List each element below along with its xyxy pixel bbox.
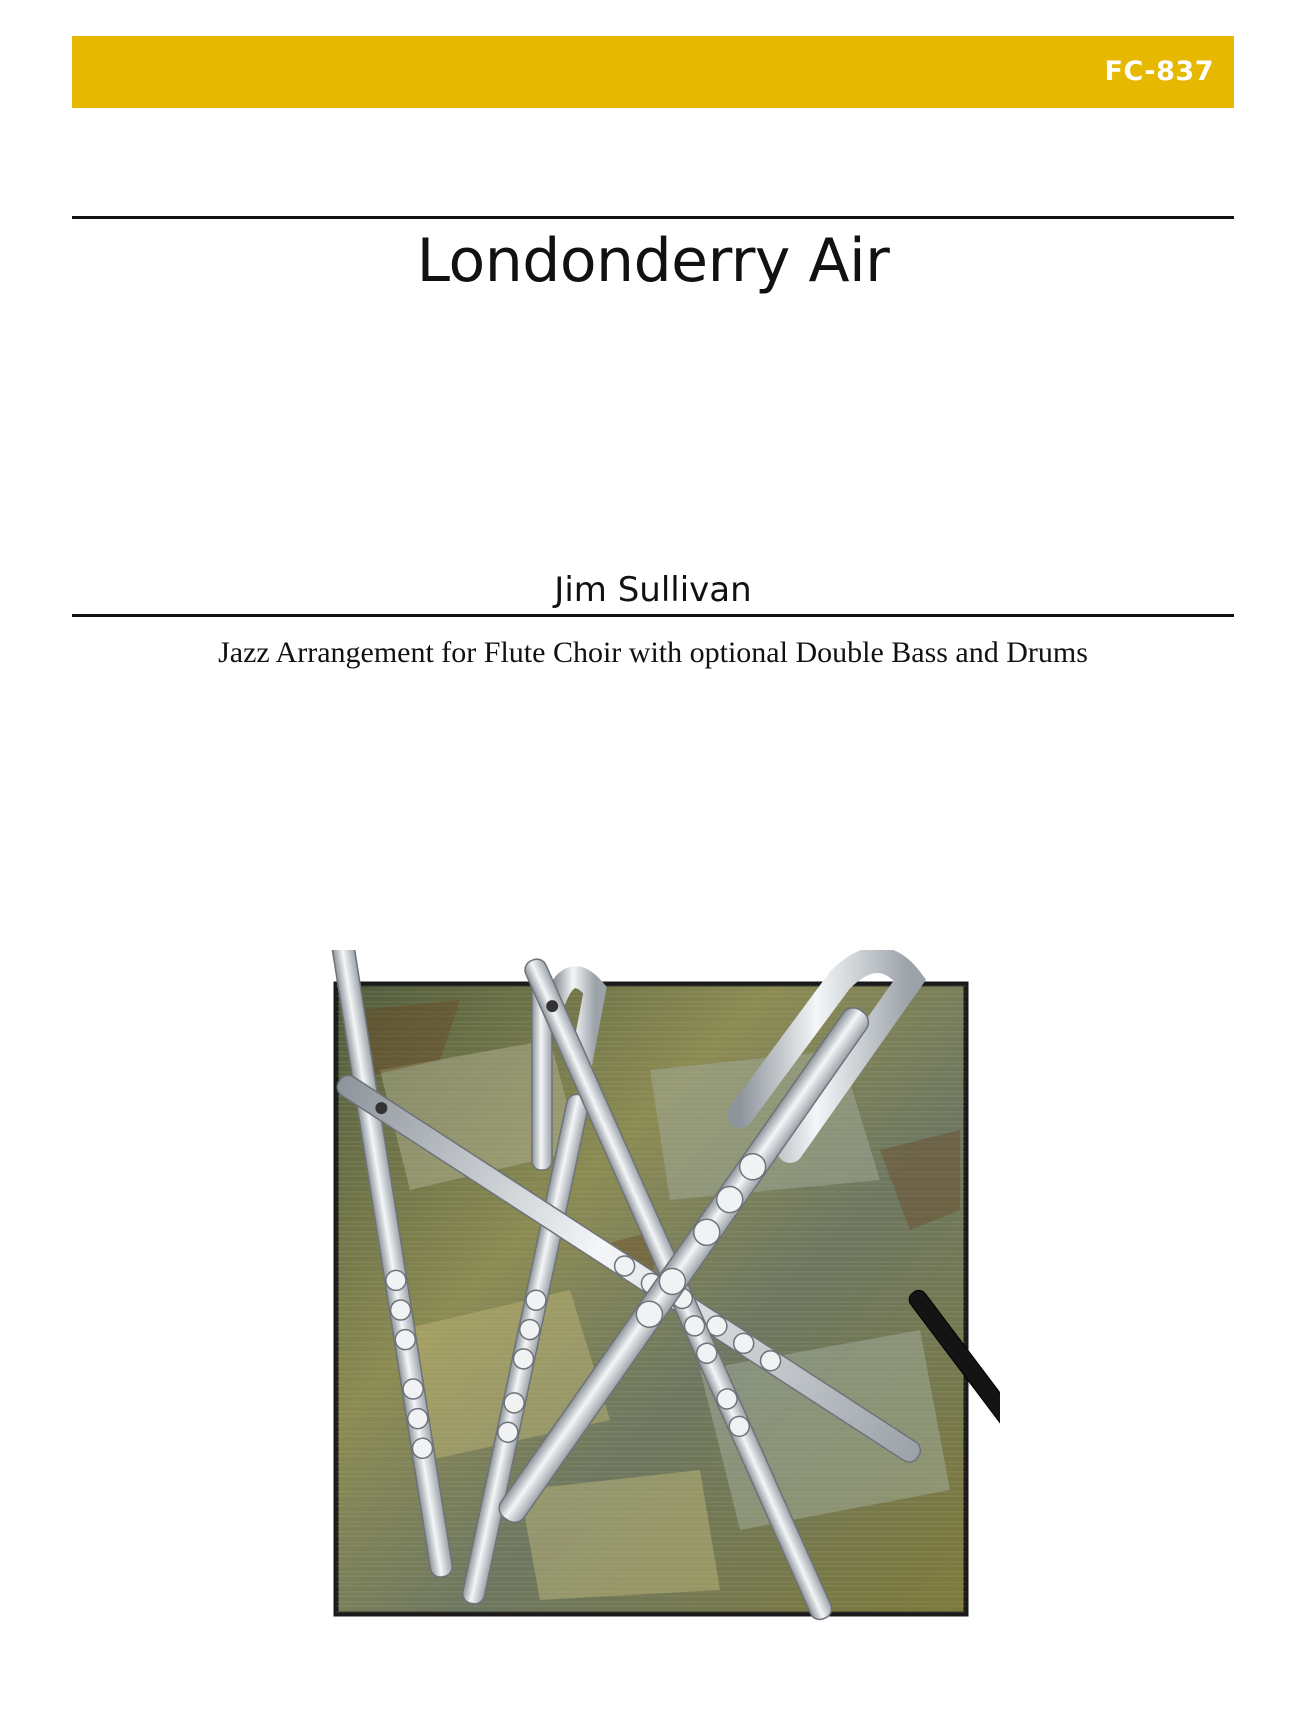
flutes-collage-illustration [320,950,1000,1650]
instrumentation-subtitle: Jazz Arrangement for Flute Choir with optional Double Bass and Drums [218,636,1088,669]
header-band [72,36,1234,108]
page-title: Londonderry Air [416,226,890,296]
catalog-code: FC-837 [1104,56,1214,87]
title-rule [72,216,1234,219]
composer-name: Jim Sullivan [554,570,752,610]
composer-rule [72,614,1234,617]
